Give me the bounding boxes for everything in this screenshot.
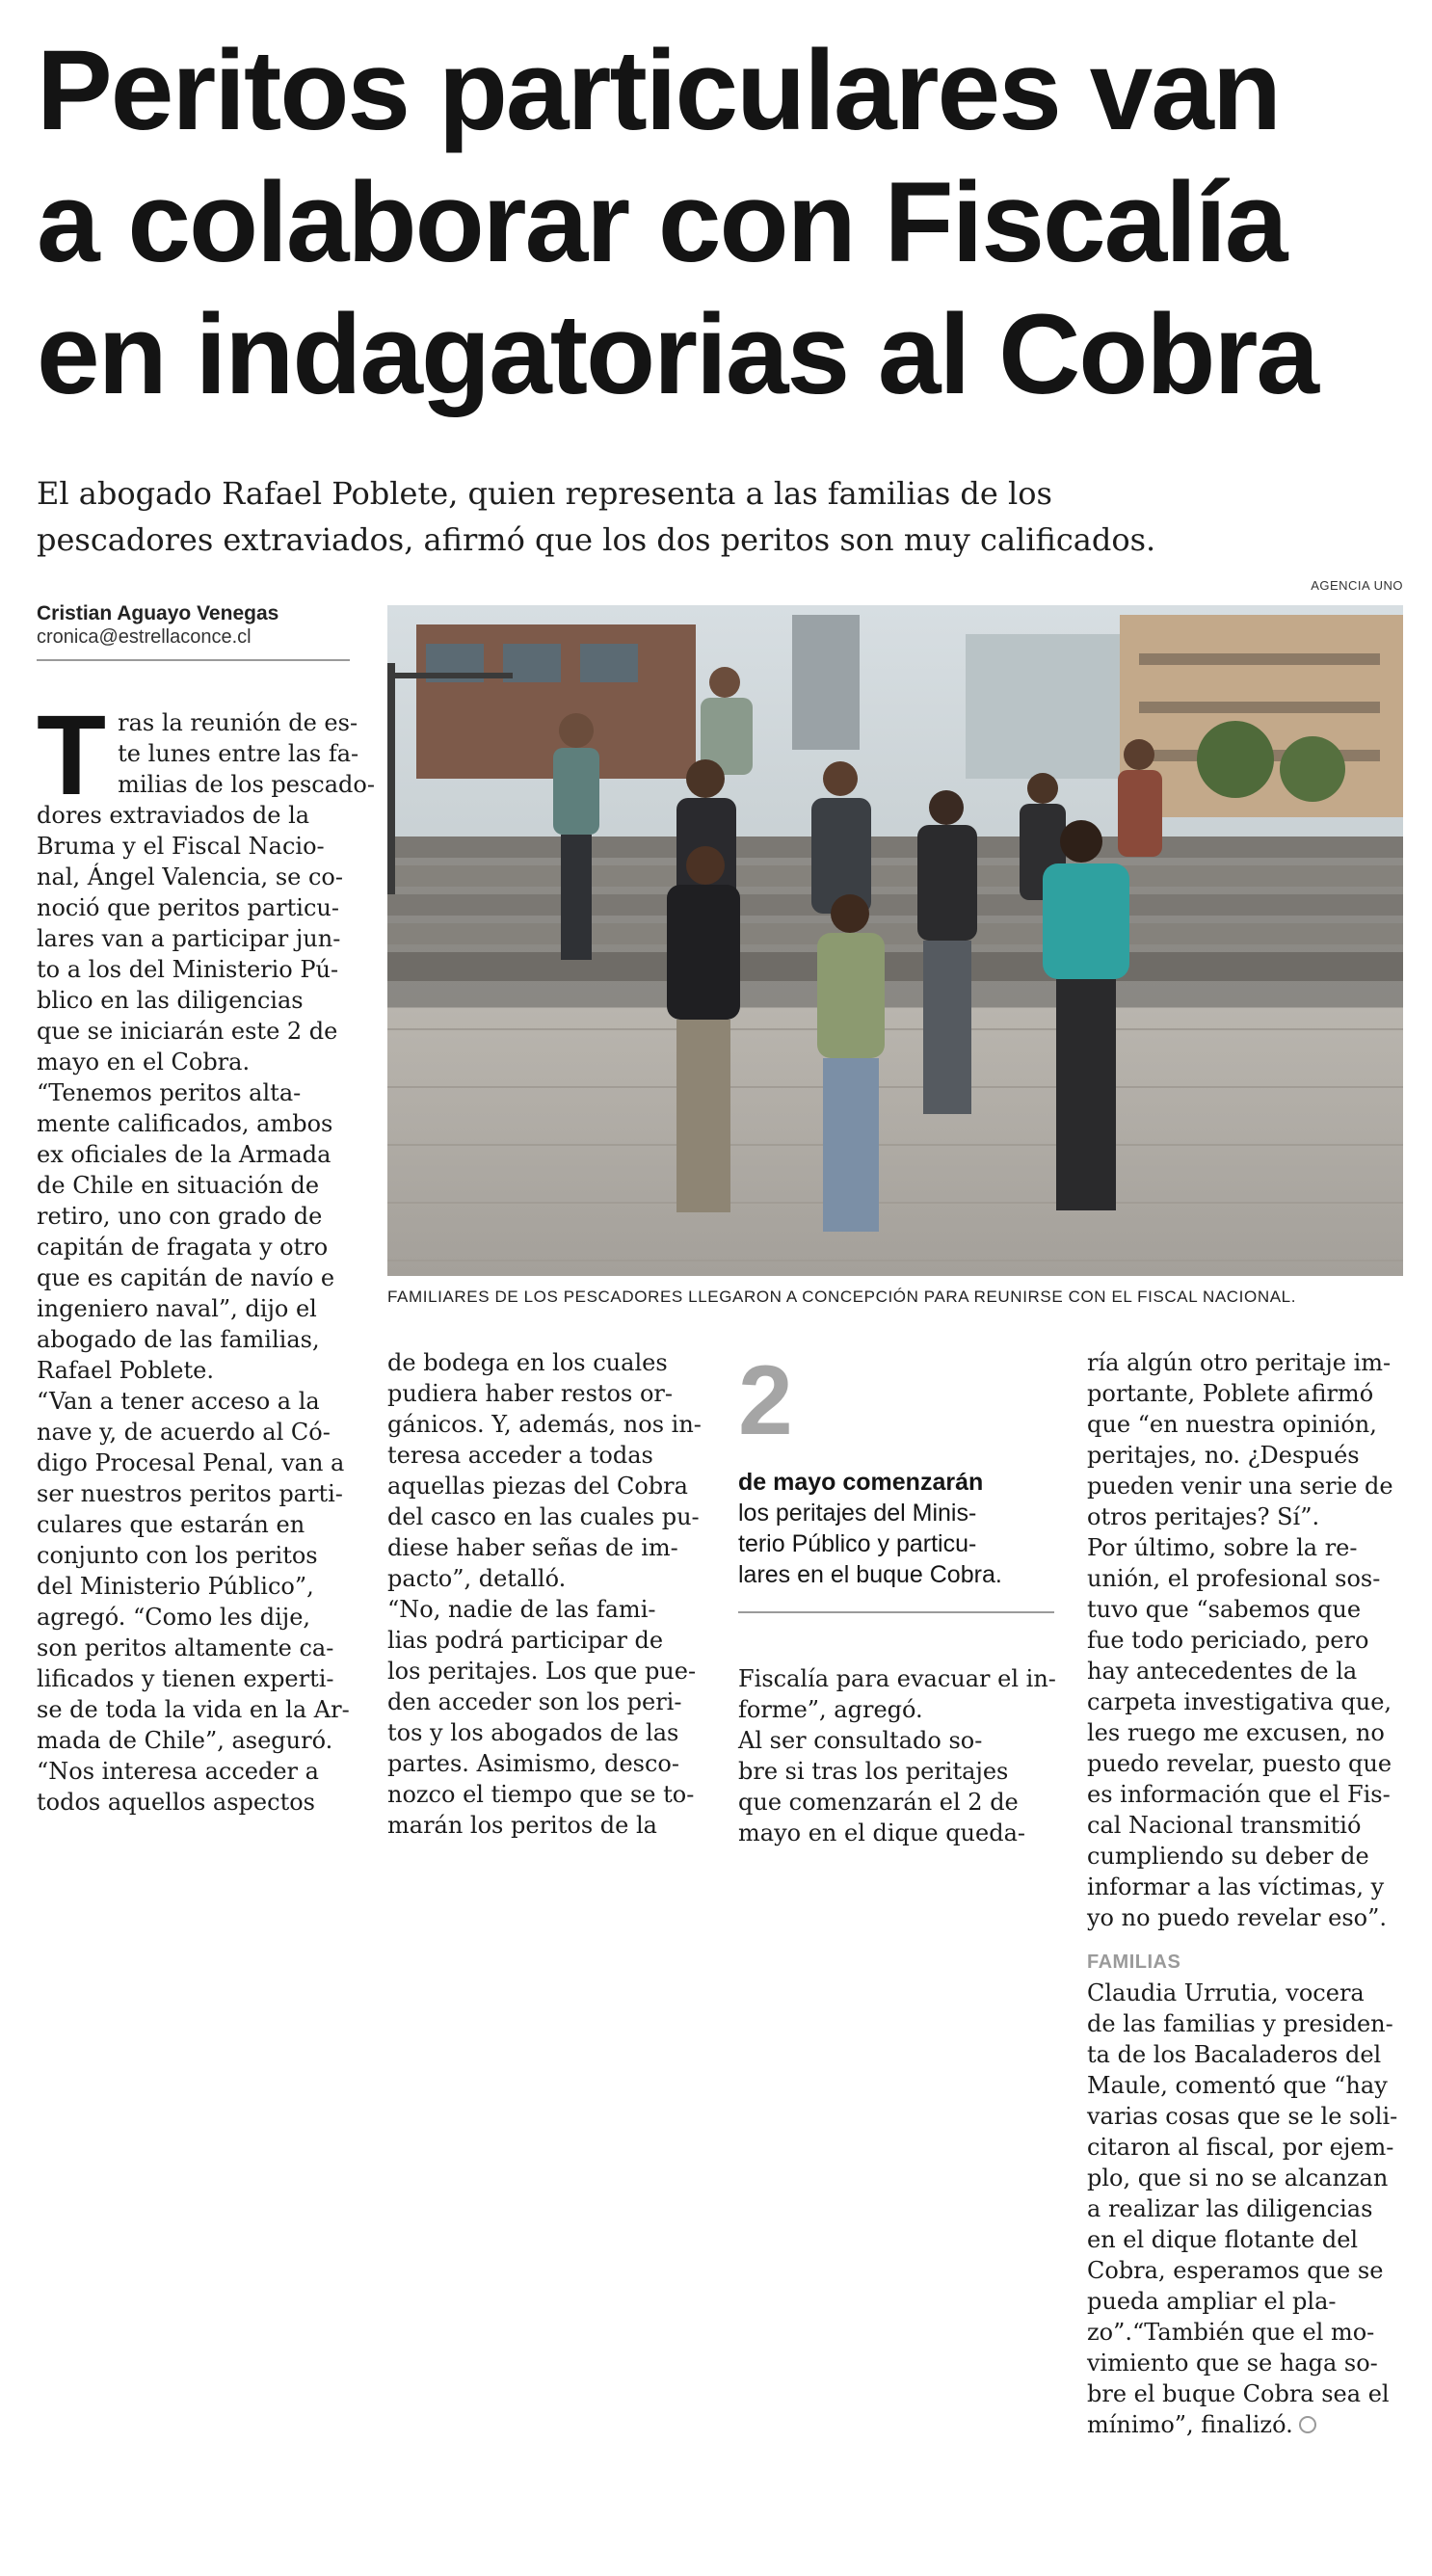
byline-email: cronica@estrellaconce.cl xyxy=(37,626,252,648)
person xyxy=(667,846,740,1212)
article-column-4 xyxy=(1087,1347,1403,2440)
text-line: ingeniero naval”, dijo el xyxy=(37,1295,317,1322)
text-line: mayo en el Cobra. xyxy=(37,1049,251,1076)
text-line: Al ser consultado so- xyxy=(738,1727,983,1754)
text-line: fue todo periciado, pero xyxy=(1087,1627,1369,1654)
text-line: forme”, agregó. xyxy=(738,1696,923,1723)
text-line: marán los peritos de la xyxy=(387,1812,657,1839)
subheadline-line-1: El abogado Rafael Poblete, quien representa a las familias de los xyxy=(37,475,1052,512)
person xyxy=(701,667,753,775)
text-line-final xyxy=(1087,2409,1403,2440)
text-line: de las familias y presiden- xyxy=(1087,2010,1393,2037)
text-line: “Van a tener acceso a la xyxy=(37,1388,320,1415)
end-of-article-icon xyxy=(1299,2416,1316,2433)
text-line: portante, Poblete afirmó xyxy=(1087,1380,1374,1407)
text-line: carpeta investigativa que, xyxy=(1087,1688,1392,1715)
text-line: abogado de las familias, xyxy=(37,1326,320,1353)
byline-author: Cristian Aguayo Venegas xyxy=(37,602,279,624)
text-line: agregó. “Como les dije, xyxy=(37,1604,311,1631)
text-line: partes. Asimismo, desco- xyxy=(387,1750,679,1777)
tree xyxy=(1280,736,1345,802)
text-line: aquellas piezas del Cobra xyxy=(387,1473,688,1500)
text-line: gánicos. Y, además, nos in- xyxy=(387,1411,702,1438)
stair-step xyxy=(387,837,1403,858)
text-line: unión, el profesional sos- xyxy=(1087,1565,1381,1592)
text-line: peritajes, no. ¿Después xyxy=(1087,1442,1360,1469)
text-line: varias cosas que se le soli- xyxy=(1087,2103,1398,2130)
text-line: Rafael Poblete. xyxy=(37,1357,214,1384)
text-line: que “en nuestra opinión, xyxy=(1087,1411,1377,1438)
drop-cap: T xyxy=(37,692,107,819)
text-line: digo Procesal Penal, van a xyxy=(37,1449,345,1476)
text-line: informar a las víctimas, y xyxy=(1087,1873,1385,1900)
text-line-final-text: mínimo”, finalizó. xyxy=(1087,2411,1293,2438)
text-line: nave y, de acuerdo al Có- xyxy=(37,1419,331,1446)
stat-number: 2 xyxy=(738,1345,793,1455)
article-column-3 xyxy=(738,1663,1054,1848)
text-line: culares que estarán en xyxy=(37,1511,305,1538)
text-line: lares van a participar jun- xyxy=(37,925,341,952)
text-line: milias de los pescado- xyxy=(118,771,375,798)
text-line: se de toda la vida en la Ar- xyxy=(37,1696,350,1723)
text-line: conjunto con los peritos xyxy=(37,1542,318,1569)
subheadline-line-2: pescadores extraviados, afirmó que los dos peritos son muy calificados. xyxy=(37,521,1156,558)
text-line: zo”.“También que el mo- xyxy=(1087,2319,1375,2346)
text-line: todos aquellos aspectos xyxy=(37,1789,315,1816)
tower-building xyxy=(792,615,860,750)
railing xyxy=(387,673,513,678)
text-line: ría algún otro peritaje im- xyxy=(1087,1349,1392,1376)
text-line: ta de los Bacaladeros del xyxy=(1087,2041,1382,2068)
text-line: hay antecedentes de la xyxy=(1087,1658,1358,1685)
text-line: den acceder son los peri- xyxy=(387,1688,682,1715)
text-line: Fiscalía para evacuar el in- xyxy=(738,1665,1056,1692)
tree xyxy=(1197,721,1274,798)
text-line: a realizar las diligencias xyxy=(1087,2195,1373,2222)
photo-credit: AGENCIA UNO xyxy=(1311,578,1403,593)
text-line: teresa acceder a todas xyxy=(387,1442,653,1469)
headline-line-3: en indagatorias al Cobra xyxy=(37,291,1317,418)
text-line: cumpliendo su deber de xyxy=(1087,1843,1369,1870)
paving xyxy=(387,1029,1403,1261)
text-line: pacto”, detalló. xyxy=(387,1565,567,1592)
building-window xyxy=(580,644,638,682)
text-line: Bruma y el Fiscal Nacio- xyxy=(37,833,325,860)
text-line: de bodega en los cuales xyxy=(387,1349,668,1376)
stat-lead: de mayo comenzarán xyxy=(738,1469,984,1496)
text-line: tuvo que “sabemos que xyxy=(1087,1596,1362,1623)
text-line: lificados y tienen experti- xyxy=(37,1665,334,1692)
text-line: nal, Ángel Valencia, se co- xyxy=(37,863,343,890)
text-line: retiro, uno con grado de xyxy=(37,1203,323,1230)
text-line: blico en las diligencias xyxy=(37,987,304,1014)
text-line: son peritos altamente ca- xyxy=(37,1634,334,1661)
stat-text-line: los peritajes del Minis- xyxy=(738,1500,977,1527)
text-line: que es capitán de navío e xyxy=(37,1264,335,1291)
text-line: “No, nadie de las fami- xyxy=(387,1596,656,1623)
stair-step xyxy=(387,923,1403,944)
text-line: dores extraviados de la xyxy=(37,802,310,829)
text-line: Claudia Urrutia, vocera xyxy=(1087,1979,1365,2006)
text-line: pueda ampliar el pla- xyxy=(1087,2288,1337,2315)
text-line: diese haber señas de im- xyxy=(387,1534,678,1561)
text-line: tos y los abogados de las xyxy=(387,1719,679,1746)
text-line: mada de Chile”, aseguró. xyxy=(37,1727,333,1754)
text-line: de Chile en situación de xyxy=(37,1172,320,1199)
headline-line-2: a colaborar con Fiscalía xyxy=(37,159,1286,286)
article-photo xyxy=(387,605,1403,1276)
subheadline xyxy=(37,470,1405,563)
headline-line-1: Peritos particulares van xyxy=(37,27,1280,154)
person xyxy=(1043,820,1129,1210)
text-line: “Tenemos peritos alta- xyxy=(37,1079,302,1106)
text-line: Cobra, esperamos que se xyxy=(1087,2257,1384,2284)
text-line: Por último, sobre la re- xyxy=(1087,1534,1358,1561)
building-stripe xyxy=(1139,702,1380,713)
article-column-1 xyxy=(37,692,375,1818)
photo-caption: FAMILIARES DE LOS PESCADORES LLEGARON A CONCEPCIÓN PARA REUNIRSE CON EL FISCAL NACIONAL. xyxy=(387,1288,1297,1306)
text-line: les ruego me excusen, no xyxy=(1087,1719,1385,1746)
text-line: te lunes entre las fa- xyxy=(118,740,359,767)
stair-step xyxy=(387,952,1403,981)
headline xyxy=(37,25,1405,421)
person xyxy=(817,894,885,1232)
text-line: pueden venir una serie de xyxy=(1087,1473,1393,1500)
stair-step xyxy=(387,865,1403,887)
text-line: capitán de fragata y otro xyxy=(37,1234,329,1261)
stair-step xyxy=(387,894,1403,916)
building-stripe xyxy=(1139,653,1380,665)
text-line: mayo en el dique queda- xyxy=(738,1819,1025,1846)
text-line: bre el buque Cobra sea el xyxy=(1087,2380,1390,2407)
text-line: lias podrá participar de xyxy=(387,1627,664,1654)
text-line: puedo revelar, puesto que xyxy=(1087,1750,1392,1777)
text-line: Maule, comentó que “hay xyxy=(1087,2072,1388,2099)
text-line: en el dique flotante del xyxy=(1087,2226,1359,2253)
stat-text-line: terio Público y particu- xyxy=(738,1530,977,1557)
stat-divider xyxy=(738,1611,1054,1613)
text-line: pudiera haber restos or- xyxy=(387,1380,673,1407)
text-line: otros peritajes? Sí”. xyxy=(1087,1503,1320,1530)
text-line: del Ministerio Público”, xyxy=(37,1573,314,1600)
byline xyxy=(37,601,350,661)
text-line: citaron al fiscal, por ejem- xyxy=(1087,2134,1394,2161)
text-line: “Nos interesa acceder a xyxy=(37,1758,319,1785)
text-line: bre si tras los peritajes xyxy=(738,1758,1009,1785)
stat-text xyxy=(738,1498,1054,1590)
text-line: es información que el Fis- xyxy=(1087,1781,1391,1808)
text-line: los peritajes. Los que pue- xyxy=(387,1658,697,1685)
stat-box xyxy=(738,1347,1054,1613)
stat-text-line: lares en el buque Cobra. xyxy=(738,1561,1002,1588)
person xyxy=(811,761,871,914)
text-line: yo no puedo revelar eso”. xyxy=(1087,1904,1388,1931)
section-label: FAMILIAS xyxy=(1087,1952,1181,1973)
photo-illustration xyxy=(387,605,1403,1276)
text-line: ras la reunión de es- xyxy=(118,709,358,736)
text-line: cal Nacional transmitió xyxy=(1087,1812,1362,1839)
text-line: noció que peritos particu- xyxy=(37,894,339,921)
text-line: to a los del Ministerio Pú- xyxy=(37,956,339,983)
person xyxy=(917,790,977,1114)
text-line: ser nuestros peritos parti- xyxy=(37,1480,343,1507)
text-line: plo, que si no se alcanzan xyxy=(1087,2164,1389,2191)
text-line: mente calificados, ambos xyxy=(37,1110,333,1137)
text-line: vimiento que se haga so- xyxy=(1087,2350,1378,2377)
text-line: que comenzarán el 2 de xyxy=(738,1789,1019,1816)
article-column-2 xyxy=(387,1347,703,1841)
text-line: que se iniciarán este 2 de xyxy=(37,1018,338,1045)
text-line: nozco el tiempo que se to- xyxy=(387,1781,695,1808)
text-line: del casco en las cuales pu- xyxy=(387,1503,700,1530)
railing xyxy=(387,663,395,894)
text-line: ex oficiales de la Armada xyxy=(37,1141,331,1168)
